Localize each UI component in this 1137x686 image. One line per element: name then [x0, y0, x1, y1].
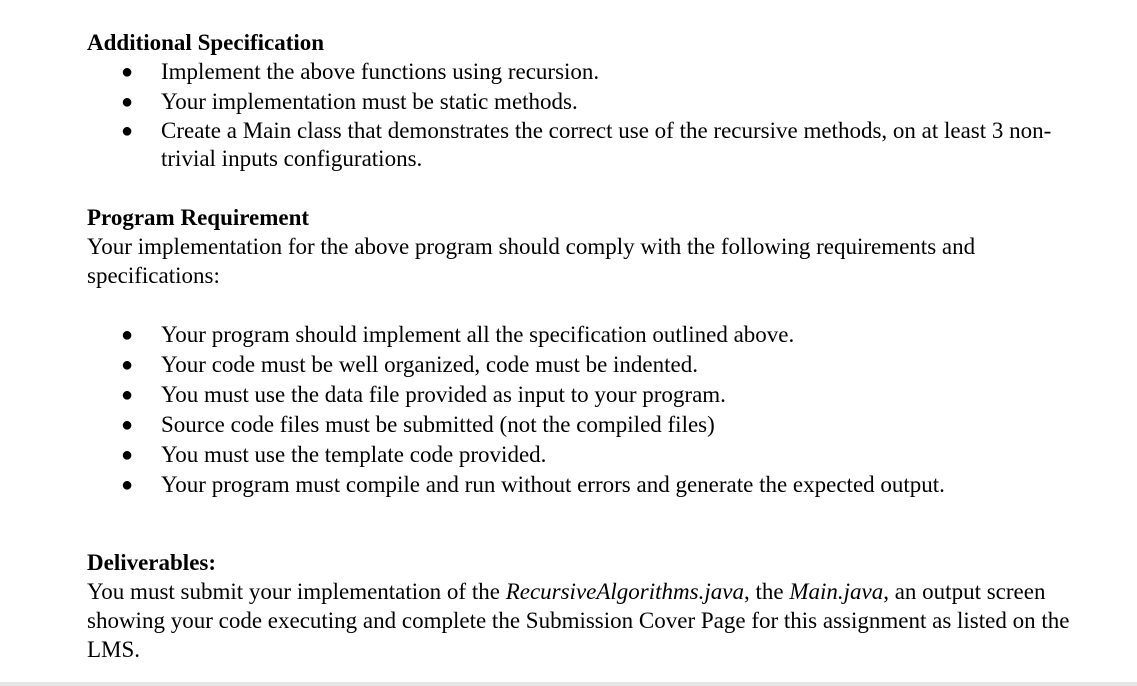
list-item-text: Your implementation must be static methods.: [161, 89, 578, 114]
list-item-text: Source code files must be submitted (not the compiled files): [161, 412, 715, 437]
additional-specification-section: [87, 28, 1097, 173]
bullet-icon: ●: [121, 414, 134, 436]
recursive-algorithms-filename: RecursiveAlgorithms.java: [505, 579, 744, 604]
list-item: [87, 440, 1097, 470]
bullet-icon: ●: [121, 354, 134, 376]
deliverables-text: [87, 577, 1097, 664]
list-item: [87, 380, 1097, 410]
program-requirement-intro: Your implementation for the above program should comply with the following requirements and specifications:: [87, 234, 976, 288]
bullet-icon: ●: [121, 61, 134, 83]
bullet-icon: ●: [121, 384, 134, 406]
bullet-icon: ●: [121, 120, 134, 142]
list-item: [87, 410, 1097, 440]
bullet-icon: ●: [121, 474, 134, 496]
document-page: [87, 28, 1097, 664]
list-item: [87, 320, 1097, 350]
deliverables-text-part: You must submit your implementation of the: [87, 579, 506, 604]
program-requirement-section: [87, 203, 1097, 500]
main-java-filename: Main.java: [789, 579, 884, 604]
deliverables-text-part: , the: [743, 579, 790, 604]
list-item: [87, 87, 1097, 117]
program-requirement-list: [87, 320, 1097, 500]
list-item: [87, 350, 1097, 380]
list-item-text: You must use the template code provided.: [161, 442, 547, 467]
list-item: [87, 57, 1097, 87]
bullet-icon: ●: [121, 444, 134, 466]
additional-specification-heading: Additional Specification: [87, 30, 325, 55]
program-requirement-heading: Program Requirement: [87, 205, 310, 230]
list-item-text: Your program should implement all the specification outlined above.: [161, 322, 795, 347]
list-item-text: Create a Main class that demonstrates the correct use of the recursive methods, on at least 3 non-trivial inputs configurations.: [161, 118, 1052, 171]
list-item-text: Implement the above functions using recursion.: [161, 59, 600, 84]
list-item: [87, 470, 1097, 500]
list-item-text: You must use the data file provided as input to your program.: [161, 382, 726, 407]
list-item-text: Your program must compile and run without errors and generate the expected output.: [161, 472, 945, 497]
list-item-text: Your code must be well organized, code must be indented.: [161, 352, 698, 377]
page-bottom-edge: [0, 682, 1137, 686]
list-item: [87, 117, 1097, 173]
deliverables-text-part: , an output screen showing your code executing and complete the Submission Cover Page for this assignment as listed on the LMS.: [87, 579, 1070, 662]
deliverables-heading: Deliverables:: [87, 550, 217, 575]
bullet-icon: ●: [121, 324, 134, 346]
deliverables-section: [87, 548, 1097, 664]
additional-specification-list: [87, 57, 1097, 173]
bullet-icon: ●: [121, 91, 134, 113]
